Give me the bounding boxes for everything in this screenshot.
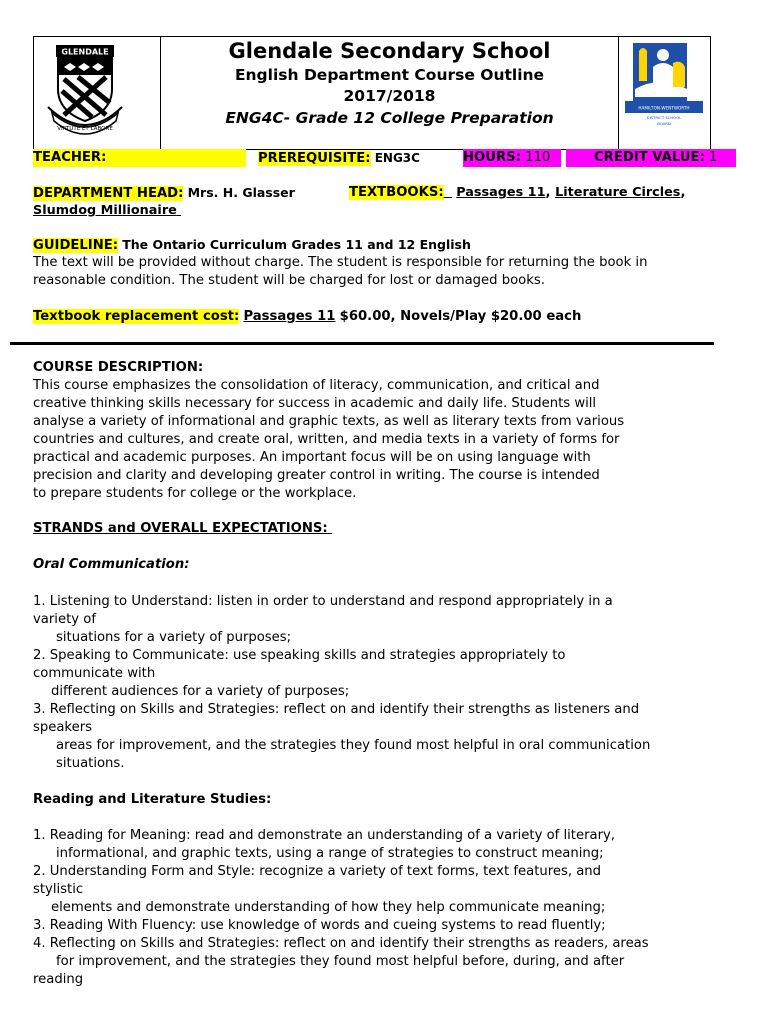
guideline-text [33,254,745,290]
replacement-book: Passages 11 [243,309,336,324]
prerequisite-field [258,149,420,168]
replacement-cost [33,308,581,326]
department-title: English Department Course Outline [234,66,545,84]
hours-field [463,149,561,167]
department-head-label: DEPARTMENT HEAD: [33,186,184,201]
svg-text:VIRTUTE ET LABORE: VIRTUTE ET LABORE [57,126,113,132]
oral-communication-heading: Oral Communication: [33,557,190,572]
textbooks-label: TEXTBOOKS: [349,185,444,200]
list-item: 3. Reflecting on Skills and Strategies: reflect on and identify their strengths as listeners and [33,702,640,717]
reading-literature-list [33,827,745,989]
credit-value-field [566,149,736,167]
text-line: The text will be provided without charge. The student is responsible for returning the book in [33,255,648,270]
list-item: for improvement, and the strategies they found most helpful before, during, and after [56,954,625,969]
strands-heading: STRANDS and OVERALL EXPECTATIONS: [33,521,328,536]
course-description-heading: COURSE DESCRIPTION: [33,360,204,375]
list-item: situations. [56,756,125,771]
text-line: practical and academic purposes. An important focus will be on using language with [33,450,591,465]
oral-communication-list [33,593,745,773]
header-table [33,36,711,150]
list-item: reading [33,972,84,987]
prerequisite-label: PREREQUISITE: [258,151,371,166]
list-item: areas for improvement, and the strategies they found most helpful in oral communication [56,738,651,753]
svg-text:BOARD: BOARD [657,121,671,126]
guideline-label: GUIDELINE: [33,238,119,253]
textbook-item: Passages 11 [456,185,546,200]
svg-text:DISTRICT SCHOOL: DISTRICT SCHOOL [646,115,682,120]
textbook-item: Slumdog Millionaire [33,203,177,218]
text-line: countries and cultures, and create oral, written, and media texts in a variety of forms for [33,432,620,447]
list-item: 1. Listening to Understand: listen in order to understand and respond appropriately in a [33,594,613,609]
replacement-cost-label: Textbook replacement cost: [33,309,240,324]
text-line: precision and clarity and developing greater control in writing. The course is intended [33,468,600,483]
list-item: different audiences for a variety of purposes; [51,684,350,699]
svg-text:HAMILTON-WENTWORTH: HAMILTON-WENTWORTH [638,105,690,111]
credit-value: 1 [708,150,718,165]
replacement-prices: $60.00, Novels/Play $20.00 each [339,309,582,324]
teacher-label: TEACHER: [33,149,246,167]
list-item: situations for a variety of purposes; [56,630,292,645]
board-logo [619,37,710,149]
course-description [33,359,745,503]
list-item: 3. Reading With Fluency: use knowledge of words and cueing systems to read fluently; [33,918,606,933]
school-name: Glendale Secondary School [228,39,551,63]
board-logo-cell [618,37,710,149]
reading-literature-heading: Reading and Literature Studies: [33,792,272,807]
list-item: 2. Understanding Form and Style: recognize a variety of text forms, text features, and [33,864,602,879]
hours-label: HOURS: [463,150,521,165]
list-item: 1. Reading for Meaning: read and demonstrate an understanding of a variety of literary, [33,828,616,843]
hours-value: 110 [525,150,551,165]
svg-text:GLENDALE: GLENDALE [61,47,109,57]
textbooks-field: TEXTBOOKS: Passages 11, Literature Circles, [349,185,686,200]
text-line: to prepare students for college or the workplace. [33,486,357,501]
school-crest-logo [34,37,160,149]
department-head-value: Mrs. H. Glasser [187,185,295,200]
school-year: 2017/2018 [343,87,436,105]
course-title: ENG4C- Grade 12 College Preparation [225,109,554,127]
list-item: 4. Reflecting on Skills and Strategies: reflect on and identify their strengths as readers, areas [33,936,649,951]
text-line: creative thinking skills necessary for success in academic and daily life. Students will [33,396,597,411]
list-item: 2. Speaking to Communicate: use speaking skills and strategies appropriately to [33,648,566,663]
list-item: informational, and graphic texts, using a range of strategies to construct meaning; [56,846,604,861]
list-item: variety of [33,612,96,627]
prerequisite-value: ENG3C [374,151,420,165]
school-crest-cell [34,37,161,149]
department-head-field [33,184,295,203]
list-item: communicate with [33,666,156,681]
horizontal-rule [10,342,714,345]
text-line: reasonable condition. The student will be charged for lost or damaged books. [33,273,545,288]
guideline-source: The Ontario Curriculum Grades 11 and 12 English [122,237,471,252]
teacher-field [33,149,246,166]
list-item: stylistic [33,882,84,897]
guideline-heading [33,236,471,255]
textbook-item: Literature Circles [555,185,681,200]
textbook-item-3 [33,202,181,220]
credit-value-label: CREDIT VALUE: [594,150,705,165]
list-item: speakers [33,720,93,735]
list-item: elements and demonstrate understanding of how they help communicate meaning; [51,900,606,915]
header-title-block [161,37,618,129]
text-line: This course emphasizes the consolidation of literacy, communication, and critical and [33,378,600,393]
text-line: analyse a variety of informational and graphic texts, as well as literary texts from various [33,414,625,429]
